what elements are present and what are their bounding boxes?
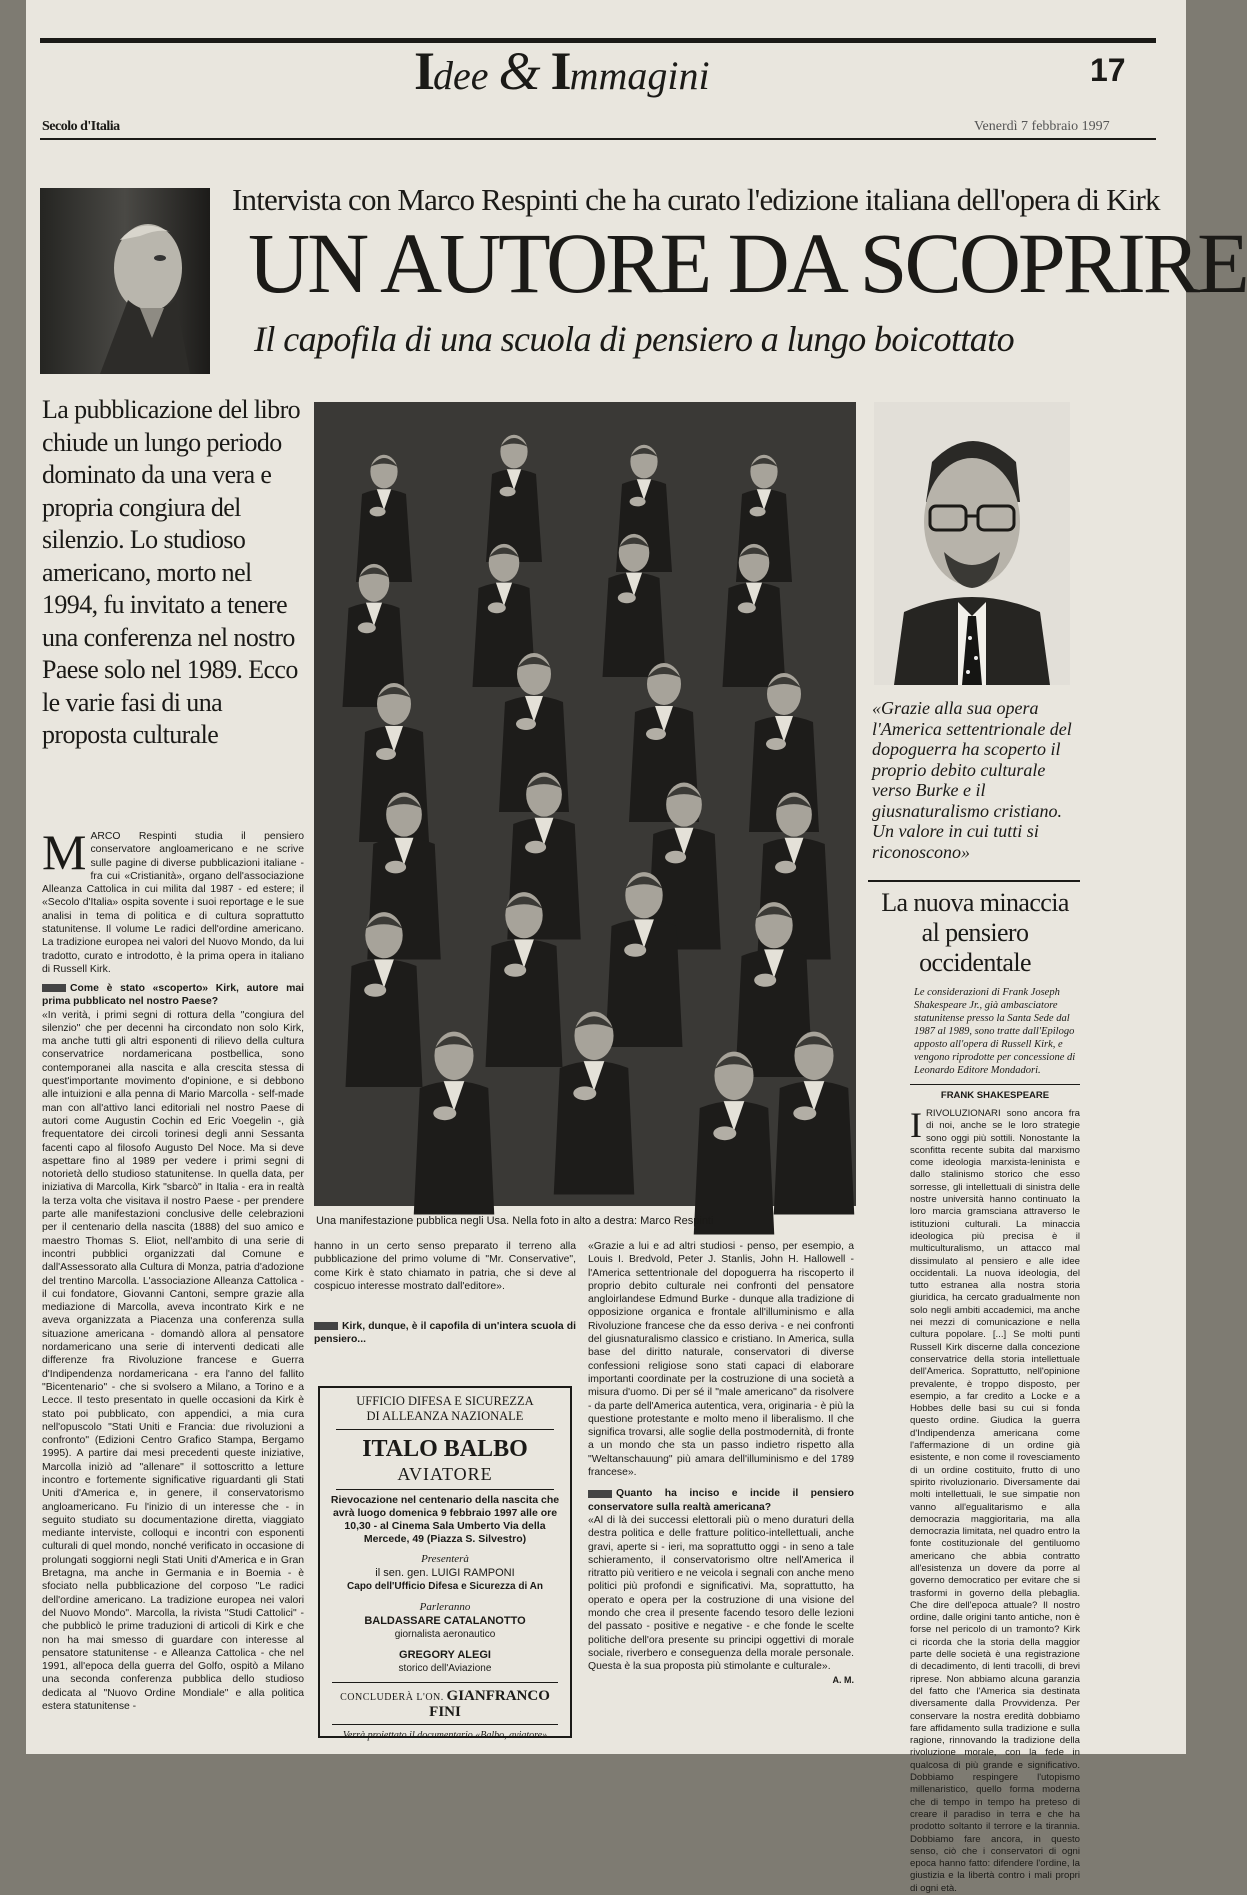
subheadline: Il capofila di una scuola di pensiero a lungo boicottato: [254, 319, 1015, 359]
section-letter-i2: I: [550, 41, 570, 101]
ad-name: ITALO BALBO: [362, 1436, 528, 1462]
section-letter-i: I: [414, 41, 434, 101]
sidebar-intro: Le considerazioni di Frank Joseph Shakespeare Jr., già ambasciatore statunitense presso la Santa Sede dal 1987 al 1989, sono tratte dall'Epilogo apposto all'opera di Russell Kirk, e vengono riprodotte per concessione di Leonardo Editore Mondadori.: [914, 987, 1076, 1076]
main-photo: [314, 402, 856, 1206]
column-3: [588, 1240, 854, 1730]
ad-closing-name: GIANFRANCO FINI: [429, 1688, 550, 1720]
ad-speakers-label: Parleranno: [419, 1601, 471, 1613]
ad-closing-label: CONCLUDERÀ L'ON.: [340, 1692, 444, 1703]
dropcap-m: M: [42, 824, 87, 880]
photo-caption: Una manifestazione pubblica negli Usa. Nella foto in alto a destra: Marco Respinti: [316, 1215, 714, 1227]
ad-org-line2: DI ALLEANZA NAZIONALE: [366, 1409, 524, 1423]
headline: UN AUTORE DA SCOPRIRE: [248, 215, 1247, 311]
newspaper-page: [26, 0, 1247, 1894]
ad-presenter-role: Capo dell'Ufficio Difesa e Sicurezza di An: [347, 1581, 543, 1592]
column-1: [42, 982, 304, 1730]
ad-divider: [336, 1489, 554, 1490]
ad-divider: [336, 1429, 554, 1430]
byline-rule: [910, 1084, 1080, 1085]
masthead: Secolo d'Italia: [42, 119, 120, 134]
question-marker: [588, 1490, 612, 1498]
header-rule: [40, 138, 1156, 140]
question-marker: [314, 1322, 338, 1330]
answer-1-continued: hanno in un certo senso preparato il terreno alla pubblicazione del primo volume di "Mr. Conservative", come Kirk è stato chiamato in patria, che si deve al cospicuo interesse mostrato dall'editore».: [314, 1241, 576, 1292]
sidebar-top-rule: [868, 880, 1080, 882]
sidebar-body: [910, 1105, 1080, 1894]
question-marker: [42, 984, 66, 992]
deck: La pubblicazione del libro chiude un lungo periodo dominato da una vera e propria congiura del silenzio. Lo studioso americano, morto nel 1994, fu invitato a tenere una conferenza nel nostro Paese solo nel 1989. Ecco le varie fasi di una proposta culturale: [42, 395, 301, 749]
ad-role: AVIATORE: [397, 1464, 493, 1484]
answer-1: «In verità, i primi segni di rottura della "congiura del silenzio" che per decenni ha circondato non solo Kirk, ma anche tutti gli altri esponenti di rilievo della cultura conservatrice nordamericana postbellica, sono contemporanei alla nascita e alla crescita stessa di quest'importante movimento d'opinione, e si debbono alle intuizioni e alla penna di Mario Marcolla - self-made man con all'attivo lanci editoriali nel nostro Paese di autori come Augustin Cochin ed Eric Voegelin -, già frequentatore dei circoli torinesi degli anni Sessanta facenti capo al filosofo Augusto Del Noce. Ma si deve aspettare fino al 1989 per vedere i primi segni di notorietà dello studioso statunitense. In quella data, per iniziativa di Marcolla, Kirk "sbarcò" in Italia - era in realtà la terza volta che visitava il nostro Paese - per prendere parte alle manifestazioni conclusive delle celebrazioni per il centenario della nascita (1888) del suo amico e maestro Thomas S. Eliot, nell'ambito di una serie di incontri pubblici organizzati dal Comune e dall'Assessorato alla Cultura di Monza, patria d'adozione del trentino Marcolla. L'associazione Alleanza Cattolica - il cui fondatore, Giovanni Cantoni, sempre grazie alla mediazione di Marcolla, aveva incontrato Kirk e ne aveva organizzata a Piacenza una conferenza sulla situazione americana - domandò allora al pensatore nordamericano una serie di interventi dedicati alle differenze fra Rivoluzione francese e Guerra d'Indipendenza nordamericana - era l'anno del fallito "Bicentenario" - che si svolsero a Milano, a Torino e a Lecce. Il testo presentato in quelle occasioni da Kirk è stato poi pubblicato, con appendici, a mia cura nell'opuscolo "Stati Uniti e Francia: due rivoluzioni a confronto" (Edizioni Centro Grafico Stampa, Bergamo 1995). A partire dai mesi precedenti queste iniziative, Marcolla iniziò ad "allenare" il sottoscritto a letture incontro e fortemente significative riguardanti gli Stati Uniti d'America e, in genere, il conservatorismo angloamericano. Fu l'inizio di un interesse che - in seguito studiato su documentazione diretta, viaggiato mediante interviste, colloqui e incontri con esponenti culturali di quel mondo, nonché verificato in occasione di prolungati soggiorni negli Stati Uniti d'America e in Gran Bretagna, ma anche in Germania e in Boemia - è sfociato nella pubblicazione del corposo "Le radici dell'ordine americano. La tradizione europea nei valori del Nuovo Mondo". Marcolla, la rivista "Studi Cattolici" - che pubblicò le prime traduzioni di articoli di Kirk e che non ha mai smesso di guardare con interesse al pensatore statunitense - e Alleanza Cattolica - che nel 1991, all'epoca della guerra del Golfo, ospitò a Milano una seconda conferenza pubblica dello studioso dedicata al "Nuovo Ordine Mondiale" e alla politica estera statunitense -: [42, 1009, 304, 1713]
answer-3: «Al di là dei successi elettorali più o meno duraturi della destra politica e delle fratture politico-intellettuali, anche gravi, aperte si - ieri, ma soprattutto oggi - in seno a tale schieramento, il conservatorismo oltre nell'America il ritratto più veritiero e ne veicola i segnali con anche meno politici più profondi e significativi. Ma, soprattutto, ha operato e opera per la costruzione di una visione del mondo che crea il presente facendo tesoro delle lezioni del passato - positive e negative - e che fonde le scelte politiche dell'ora presente su principi oggettivi di morale sociale, riverbero e conseguenza della morale personale. Questa è la sua proposta più stimolante e culturale».: [588, 1514, 854, 1673]
ad-org-line1: UFFICIO DIFESA E SICUREZZA: [356, 1394, 534, 1408]
question-2-block: [314, 1320, 576, 1360]
sidebar-text: RIVOLUZIONARI sono ancora fra di noi, anche se le loro strategie sono oggi più sottili. Nonostante la sconfitta recente subita dal marxismo come ideologia marxista-leninista e dallo stalinismo storico che esso sorresse, gli intellettuali di sinistra delle nostre università hanno continuato la loro marcia gramsciana attraverso le istituzioni culturali. La minaccia ideologica più precisa è il multiculturalismo, un attacco mal dissimulato al pensiero e alle idee occidentali. La nuova ideologia, del tutto estranea alla nostra storia giuridica, ha cercato gradualmente non solo negli ambiti accademici, ma anche nei mezzi di comunicazione e nella cultura popolare. [...] Se molti punti Russell Kirk discerne dalla concezione conservatrice della storia intellettuale dell'America. Soprattutto, nell'opinione prevalente, è troppo disposto, per esempio, a far credito a Locke e a Hobbes delle basi su cui si fonda questo ordine. Giudica la guerra d'Indipendenza americana come l'affermazione di un ordine già esistente, e non come il rovesciamento di un ordine costituito, frutto di uno spirito rivoluzionario. Diversamente dai molti intellettuali, le sue simpatie non vanno all'egualitarismo e alla democrazia maggioritaria, ma alla democrazia limitata, nel quadro entro la fonte costituzionale del gentiluomo americano che abbia contratto all'esistenza un dovere da porre al governo democratico per evitare che si trasformi in governo della plebaglia. Che dire dell'epoca attuale? Il nostro ordine, dalle origini tanto antiche, non è forse nel pericolo di un tramonto? Kirk ci ricorda che la storia della maggior parte delle società è una registrazione di decadimento, di lenti tracolli, di brevi riprese. Non abbiamo alcuna garanzia del fatto che l'America sia destinata diversamente dalla Provvidenza. Per conservare la nostra eredità dobbiamo fare affidamento sulla tradizione e sulla ragione, rinnovando la tradizione della rivoluzione morale, con la fede in qualcosa di più grande e significativo. Dobbiamo respingere l'utopismo millenaristico, quello forma moderna che di tempo in tempo ha preteso di creare il paradiso in terra e che ha prodotto soltanto il terrore e la tirannia. Dobbiamo fare ancora, in questo senso, ciò che i conservatori di ogni epoca hanno fatto: difendere l'ordine, la giustizia e la libertà contro i mali propri di ogni età.: [910, 1108, 1080, 1894]
ad-divider: [332, 1724, 558, 1725]
kicker: Intervista con Marco Respinti che ha curato l'edizione italiana dell'opera di Kirk: [232, 182, 1160, 217]
question-2: Kirk, dunque, è il capofila di un'intera scuola di pensiero...: [314, 1321, 576, 1346]
question-1: Come è stato «scoperto» Kirk, autore mai prima pubblicato nel nostro Paese?: [42, 983, 304, 1008]
ad-speaker-1: BALDASSARE CATALANOTTO: [364, 1615, 526, 1627]
question-3: Quanto ha inciso e incide il pensiero conservatore sulla realtà americana?: [588, 1488, 854, 1513]
ad-footer: Verrà proiettato il documentario «Balbo, aviatore»: [342, 1730, 548, 1741]
ad-speaker-2-role: storico dell'Aviazione: [398, 1663, 492, 1674]
section-word-idee: dee: [433, 53, 489, 98]
column-2-top: [314, 1240, 576, 1318]
kirk-portrait: [40, 188, 210, 374]
intro-text: [42, 824, 304, 975]
ad-speaker-1-role: giornalista aeronautico: [394, 1629, 496, 1640]
event-ad-box: [318, 1386, 572, 1741]
section-ampersand: &: [498, 41, 541, 101]
page-number: 17: [1090, 52, 1126, 88]
pull-quote: «Grazie alla sua opera l'America settentrionale del dopoguerra ha scoperto il proprio debito culturale verso Burke e il giusnaturalismo cristiano. Un valore in cui tutti si riconoscono»: [872, 698, 1072, 862]
answer-2: «Grazie a lui e ad altri studiosi - penso, per esempio, a Louis I. Bredvold, Peter J. Stanlis, John H. Hallowell - l'America settentrionale del dopoguerra ha riscoperto il proprio debito culturale nei confronti del pensatore angloirlandese Edmund Burke - dunque alla tradizione di opposizione organica e frontale all'illuminismo e alla Rivoluzione francese che da esso deriva - e nei confronti del giusnaturalismo classico e cristiano. In America, sulla base del diritto naturale, conservatori di diverse confessioni religiose sono stati capaci di elaborare importanti coordinate per la costruzione di una società a misura d'uomo. Di per sé il "male americano" da risolvere - da parte dell'America autentica, vera, originaria - è più la questione protestante e molto meno il liberalismo. Il che significa trovarsi, alle soglie della postmodernità, di fronte a un mondo che sta un passo indietro rispetto alla "Weltanschauung" più amara dell'illuminismo e del 1789 francese».: [588, 1241, 854, 1479]
respinti-portrait: [874, 402, 1070, 685]
ad-event: Rievocazione nel centenario della nascita che avrà luogo domenica 9 febbraio 1997 alle ore 10,30 - al Cinema Sala Umberto Via della Mercede, 49 (Piazza S. Silvestro): [330, 1494, 560, 1545]
issue-date: Venerdì 7 febbraio 1997: [974, 119, 1110, 134]
section-title: [414, 40, 814, 112]
sidebar-dropcap: I: [910, 1105, 922, 1145]
ad-speaker-2: GREGORY ALEGI: [399, 1649, 491, 1661]
sidebar-title: La nuova minaccia al pensiero occidentale: [881, 888, 1069, 977]
sidebar-byline: FRANK SHAKESPEARE: [940, 1090, 1050, 1101]
ad-presents-label: Presenterà: [421, 1553, 469, 1565]
ad-presenter: il sen. gen. LUIGI RAMPONI: [375, 1567, 515, 1579]
section-word-immagini: mmagini: [569, 53, 710, 98]
ad-divider: [332, 1682, 558, 1683]
signature: A. M.: [832, 1674, 854, 1685]
intro-paragraph: ARCO Respinti studia il pensiero conservatore angloamericano e ne scrive sulle pagine di diverse pubblicazioni italiane - fra cui «Cristianità», organo dell'associazione Alleanza Cattolica in cui milita dal 1987 - ed estere; il «Secolo d'Italia» ospita sovente i suoi reportage e le sue analisi in tema di politica e di cultura soprattutto statunitense. Il volume Le radici dell'ordine americano. La tradizione europea nei valori del Nuovo Mondo, da lui tradotto, curato e introdotto, è la prima opera in italiano di Russell Kirk.: [42, 831, 304, 975]
